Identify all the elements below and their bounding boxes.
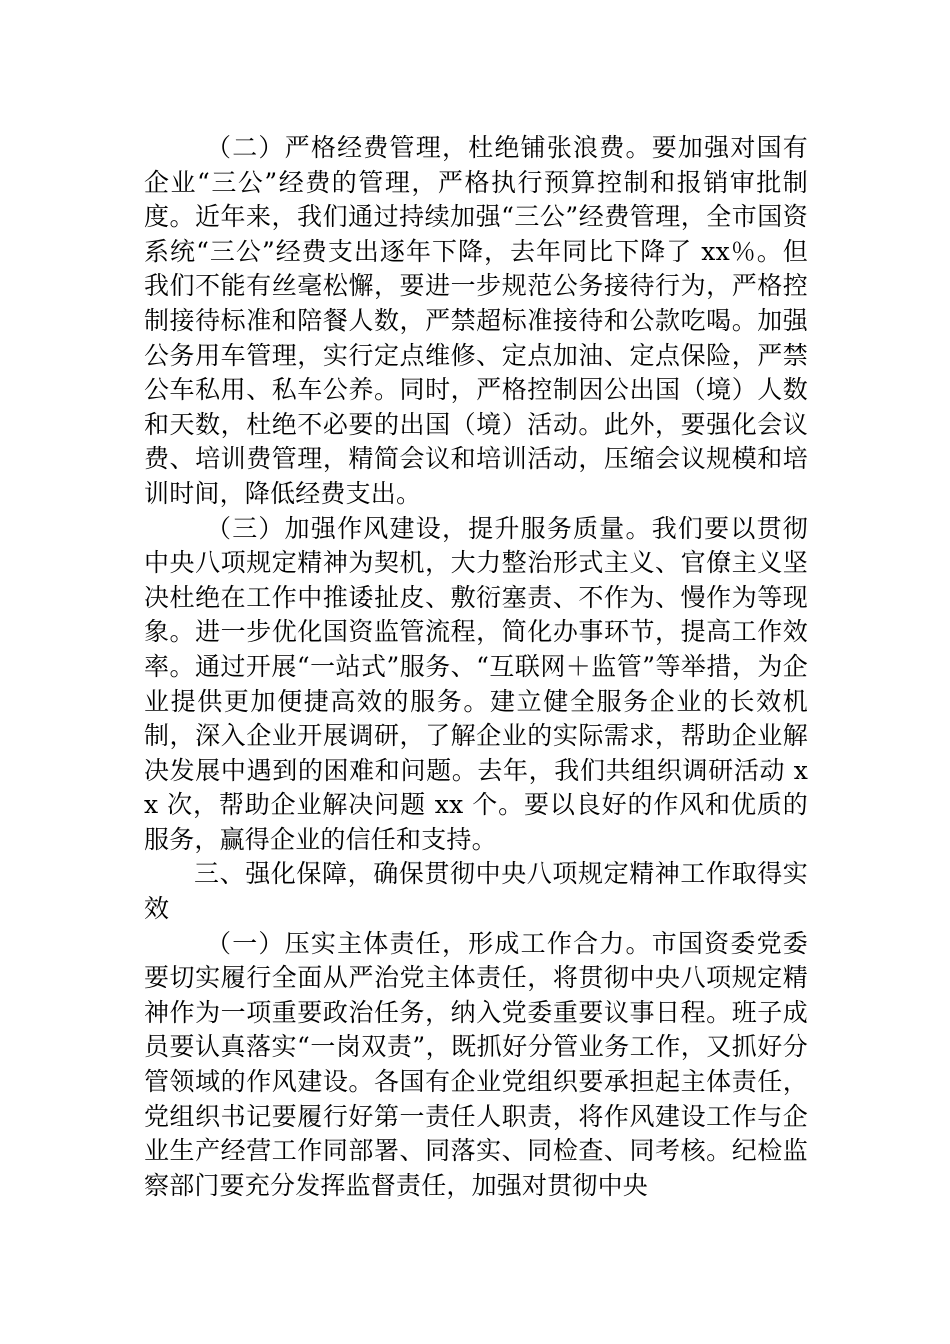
paragraph-main-responsibility: （一）压实主体责任，形成工作合力。市国资委党委要切实履行全面从严治党主体责任，将贯彻中央八项规定精神作为一项重要政治任务，纳入党委重要议事日程。班子成员要认真落实“一岗双责”，既抓好分管业务工作，又抓好分管领域的作风建设。各国有企业党组织要承担起主体责任，党组织书记要履行好第一责任人职责，将作风建设工作与企业生产经营工作同部署、同落实、同检查、同考核。纪检监察部门要充分发挥监督责任，加强对贯彻中央 [144, 928, 808, 1200]
paragraph-work-style: （三）加强作风建设，提升服务质量。我们要以贯彻中央八项规定精神为契机，大力整治形式主义、官僚主义坚决杜绝在工作中推诿扯皮、敷衍塞责、不作为、慢作为等现象。进一步优化国资监管流程，简化办事环节，提高工作效率。通过开展“一站式”服务、“互联网＋监管”等举措，为企业提供更加便捷高效的服务。建立健全服务企业的长效机制，深入企业开展调研，了解企业的实际需求，帮助企业解决发展中遇到的困难和问题。去年，我们共组织调研活动 xx 次，帮助企业解决问题 xx 个。要以良好的作风和优质的服务，赢得企业的信任和支持。 [144, 513, 808, 854]
paragraph-expense-management: （二）严格经费管理，杜绝铺张浪费。要加强对国有企业“三公”经费的管理，严格执行预算控制和报销审批制度。近年来，我们通过持续加强“三公”经费管理，全市国资系统“三公”经费支出逐年下降，去年同比下降了 xx％。但我们不能有丝毫松懈，要进一步规范公务接待行为，严格控制接待标准和陪餐人数，严禁超标准接待和公款吃喝。加强公务用车管理，实行定点维修、定点加油、定点保险，严禁公车私用、私车公养。同时，严格控制因公出国（境）人数和天数，杜绝不必要的出国（境）活动。此外，要强化会议费、培训费管理，精简会议和培训活动，压缩会议规模和培训时间，降低经费支出。 [144, 133, 808, 508]
document-body [144, 131, 808, 1203]
section-heading-three: 三、强化保障，确保贯彻中央八项规定精神工作取得实效 [144, 859, 808, 924]
